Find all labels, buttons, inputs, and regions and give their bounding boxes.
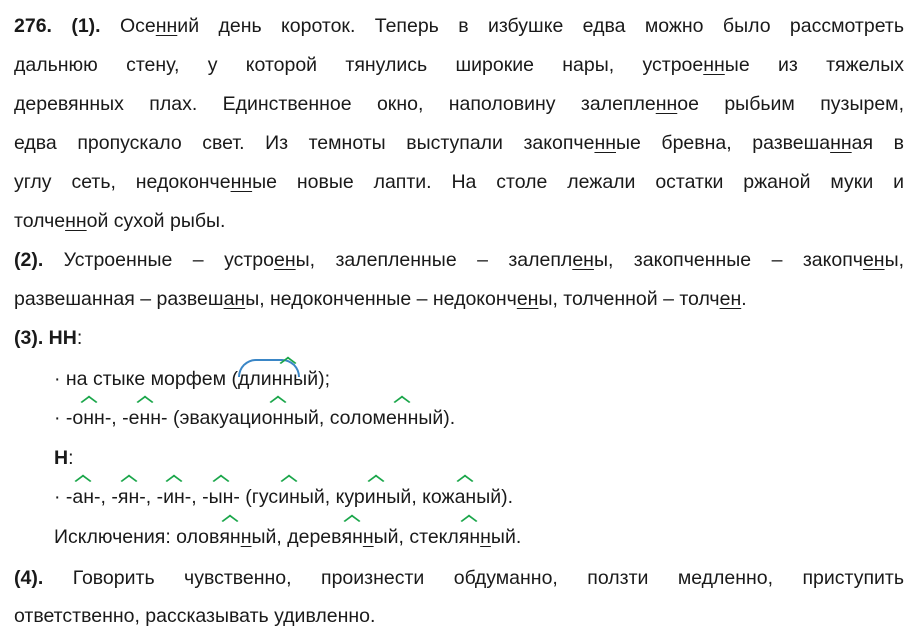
p3-heading-nn	[14, 326, 82, 350]
text: ·	[54, 486, 66, 508]
suffix: ян	[117, 486, 140, 508]
exercise-number: 276.	[14, 15, 52, 37]
suffix: н	[282, 368, 294, 390]
underlined-suffix: ен	[516, 288, 539, 310]
suffix: ан	[72, 486, 95, 508]
suffix-marker	[455, 486, 477, 508]
text: -	[202, 486, 209, 508]
p1-line-5	[14, 170, 904, 194]
text: -	[156, 486, 164, 508]
suffix-marker	[459, 526, 480, 548]
suffix-marker	[278, 486, 300, 508]
text: ое рыбьим пузырем,	[677, 93, 904, 115]
text: Осе	[100, 15, 156, 37]
suffix: ян	[458, 526, 481, 548]
suffix-marker	[129, 407, 161, 429]
suffix-marker	[386, 407, 418, 429]
underlined-suffix: нн	[65, 210, 87, 232]
text: -,	[139, 486, 157, 508]
text: - (эвакуаци	[161, 407, 262, 429]
suffix-marker	[219, 526, 240, 548]
suffix-marker	[342, 526, 363, 548]
text: Говорить чувственно, произнести обдуманно, ползти медленно, приступить	[43, 567, 904, 589]
suffix: ан	[454, 486, 477, 508]
p1-line-3	[14, 92, 904, 116]
underlined-suffix: нн	[703, 54, 725, 76]
text: -,	[94, 486, 112, 508]
text: Устроенные – устро	[43, 249, 274, 271]
text: ый).	[476, 486, 514, 508]
suffix: ян	[341, 526, 363, 548]
text: деревянных плах. Единственное окно, наполовину залепле	[14, 93, 656, 115]
text: ий день короток. Теперь в избушке едва можно было рассмотреть	[177, 15, 904, 37]
text: -	[65, 486, 73, 508]
suffix-marker	[163, 486, 185, 508]
suffix-marker	[262, 407, 294, 429]
text: ые новые лапти. На столе лежали остатки ржаной муки и	[252, 171, 904, 193]
text: ы, недоконченные – недоконч	[245, 288, 517, 310]
suffix: ин	[278, 486, 300, 508]
underlined-suffix: нн	[594, 132, 616, 154]
underlined-suffix: ен	[862, 249, 885, 271]
p2-label: (2).	[14, 249, 44, 271]
suffix: енн	[128, 407, 162, 429]
text: · на стыке морфем (	[54, 368, 238, 390]
text: едва пропускало свет. Из темноты выступали закопче	[14, 132, 595, 154]
text: развешанная – развеш	[14, 288, 224, 310]
text: -,	[184, 486, 203, 508]
text: ответственно, рассказывать удивленно.	[14, 605, 376, 627]
text: углу сеть, недоконче	[14, 171, 231, 193]
text: ·	[54, 407, 66, 429]
text: ая в	[851, 132, 904, 154]
suffix: енн	[385, 407, 419, 429]
p1-line-1	[14, 14, 904, 38]
text: Исключения: олов	[54, 526, 220, 548]
text: .	[741, 288, 747, 310]
text: ый, кож	[386, 486, 455, 508]
text: ый, кур	[299, 486, 365, 508]
p2-line-2	[14, 287, 747, 311]
text: ый, стекл	[373, 526, 459, 548]
p1-label: (1).	[71, 15, 101, 37]
text: ый);	[293, 368, 330, 390]
text: дальнюю стену, у которой тянулись широкие нары, устрое	[14, 54, 704, 76]
n-heading-text: Н	[54, 447, 69, 469]
p4-line-2	[14, 604, 375, 628]
suffix-marker	[365, 486, 387, 508]
nn-heading: НН	[48, 327, 77, 349]
underlined-letter: н	[240, 526, 252, 548]
suffix-marker	[72, 486, 94, 508]
root: длин	[237, 368, 283, 390]
text: ый, солом	[293, 407, 386, 429]
underlined-letter: н	[480, 526, 491, 548]
text: ы, закопченные – закопч	[593, 249, 863, 271]
underlined-suffix: нн	[155, 15, 178, 37]
n-heading	[54, 446, 74, 470]
text: ой сухой рыбы.	[86, 210, 226, 232]
text: ы, залепленные – залепл	[295, 249, 573, 271]
p4-label: (4).	[14, 567, 44, 589]
underlined-suffix: нн	[230, 171, 253, 193]
n-item	[54, 485, 513, 509]
suffix-marker	[118, 486, 139, 508]
suffix: ин	[364, 486, 387, 508]
text: -	[111, 486, 118, 508]
text: толче	[14, 210, 66, 232]
p2-line-1	[14, 248, 904, 272]
text: -	[65, 407, 73, 429]
text: ы,	[884, 249, 904, 271]
colon: :	[68, 447, 74, 469]
underlined-letter: н	[362, 526, 374, 548]
underlined-suffix: ен	[719, 288, 742, 310]
suffix: ын	[208, 486, 234, 508]
text: ый).	[418, 407, 456, 429]
suffix-marker	[282, 368, 293, 390]
text: ые из тяжелых	[724, 54, 905, 76]
text: -,	[104, 407, 123, 429]
nn-item-1	[54, 367, 330, 391]
exceptions-line	[54, 525, 521, 549]
underlined-suffix: ен	[572, 249, 594, 271]
suffix-marker	[72, 407, 104, 429]
text: -	[122, 407, 129, 429]
p1-line-2	[14, 53, 904, 77]
suffix-marker	[209, 486, 234, 508]
suffix: ин	[163, 486, 185, 508]
p1-line-4	[14, 131, 904, 155]
text: ы, толченной – толч	[538, 288, 720, 310]
nn-item-2	[54, 406, 455, 430]
underlined-suffix: нн	[830, 132, 852, 154]
p1-line-6	[14, 209, 225, 233]
suffix: онн	[72, 407, 105, 429]
underlined-suffix: нн	[655, 93, 678, 115]
underlined-suffix: ен	[273, 249, 296, 271]
p3-label: (3).	[14, 327, 44, 349]
text: ый.	[490, 526, 522, 548]
suffix: ян	[219, 526, 241, 548]
underlined-suffix: ан	[223, 288, 246, 310]
suffix: онн	[261, 407, 294, 429]
colon: :	[76, 327, 83, 349]
text: ые бревна, развеша	[616, 132, 831, 154]
text: - (гус	[233, 486, 279, 508]
root-marker	[238, 368, 282, 390]
p4-line-1	[14, 566, 904, 590]
text: ый, дерев	[251, 526, 342, 548]
